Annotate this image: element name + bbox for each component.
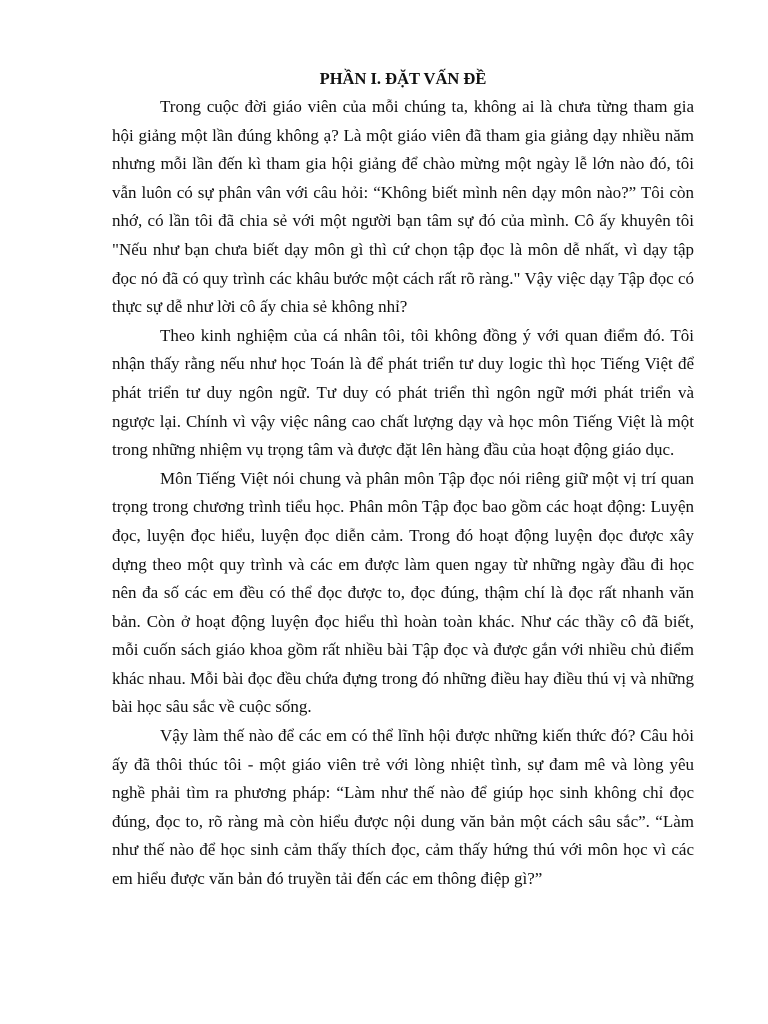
- section-heading: PHẦN I. ĐẶT VẤN ĐỀ: [319, 69, 487, 88]
- paragraph-3: Môn Tiếng Việt nói chung và phân môn Tập đọc nói riêng giữ một vị trí quan trọng trong chương trình tiểu học. Phân môn Tập đọc bao gồm các hoạt động: Luyện đọc, luyện đọc hiểu, luyện đọc diễn cảm. Trong đó hoạt động luyện đọc được xây dựng theo một quy trình và các em được làm quen ngay từ những ngày đầu đi học nên đa số các em đều có thể đọc được to, đọc đúng, thậm chí là đọc rất nhanh văn bản. Còn ở hoạt động luyện đọc hiểu thì hoàn toàn khác. Như các thầy cô đã biết, mỗi cuốn sách giáo khoa gồm rất nhiều bài Tập đọc và được gắn với nhiều chủ điểm khác nhau. Mỗi bài đọc đều chứa đựng trong đó những điều hay điều thú vị và những bài học sâu sắc về cuộc sống.: [112, 468, 694, 717]
- paragraph-2: Theo kinh nghiệm của cá nhân tôi, tôi không đồng ý với quan điểm đó. Tôi nhận thấy rằng nếu như học Toán là để phát triển tư duy logic thì học Tiếng Việt để phát triển tư duy ngôn ngữ. Tư duy có phát triển thì ngôn ngữ mới phát triển và ngược lại. Chính vì vậy việc nâng cao chất lượng dạy và học môn Tiếng Việt là một trong những nhiệm vụ trọng tâm và được đặt lên hàng đầu của hoạt động giáo dục.: [112, 325, 694, 460]
- document-body: [112, 64, 694, 894]
- paragraph-1: Trong cuộc đời giáo viên của mỗi chúng ta, không ai là chưa từng tham gia hội giảng một lần đúng không ạ? Là một giáo viên đã tham gia giảng dạy nhiều năm nhưng mỗi lần đến kì tham gia hội giảng để chào mừng một ngày lễ lớn nào đó, tôi vẫn luôn có sự phân vân với câu hỏi: “Không biết mình nên dạy môn nào?” Tôi còn nhớ, có lần tôi đã chia sẻ với một người bạn tâm sự đó của mình. Cô ấy khuyên tôi "Nếu như bạn chưa biết dạy môn gì thì cứ chọn tập đọc là môn dễ nhất, vì dạy tập đọc nó đã có quy trình các khâu bước một cách rất rõ ràng." Vậy việc dạy Tập đọc có thực sự dễ như lời cô ấy chia sẻ không nhỉ?: [112, 97, 694, 317]
- paragraph-4: Vậy làm thế nào để các em có thể lĩnh hội được những kiến thức đó? Câu hỏi ấy đã thôi thúc tôi - một giáo viên trẻ với lòng nhiệt tình, sự đam mê và lòng yêu nghề phải tìm ra phương pháp: “Làm như thế nào để giúp học sinh không chỉ đọc đúng, đọc to, rõ ràng mà còn hiểu được nội dung văn bản một cách sâu sắc”. “Làm như thế nào để học sinh cảm thấy thích đọc, cảm thấy hứng thú với môn học vì các em hiểu được văn bản đó truyền tải đến các em thông điệp gì?”: [112, 726, 694, 889]
